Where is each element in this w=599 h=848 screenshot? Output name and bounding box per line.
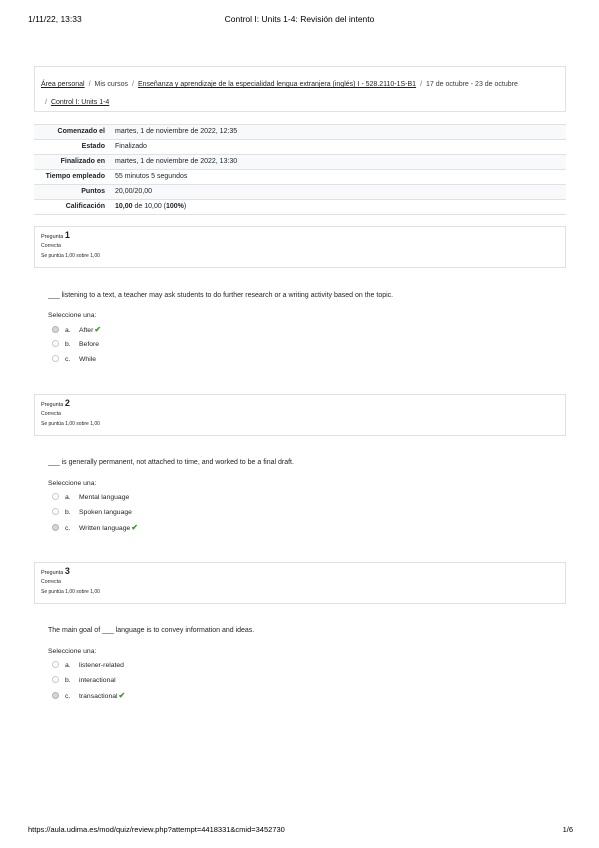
grade-value: 10,00 <box>115 203 133 210</box>
option-text: Before <box>79 341 100 348</box>
check-icon: ✔ <box>118 691 126 700</box>
summary-value: martes, 1 de noviembre de 2022, 12:35 <box>111 125 566 140</box>
answer-option[interactable] <box>52 690 352 702</box>
answer-option[interactable] <box>52 507 352 519</box>
breadcrumb-separator: / <box>88 81 91 88</box>
option-letter: c. <box>65 693 71 700</box>
print-title: Control I: Units 1-4: Revisión del intento <box>224 14 375 24</box>
summary-label: Tiempo empleado <box>45 173 105 180</box>
answer-option[interactable] <box>52 354 352 366</box>
question-text: The main goal of ___ language is to convey information and ideas. <box>48 627 255 634</box>
summary-row-started <box>34 125 566 140</box>
question-number-value: 1 <box>64 230 70 240</box>
radio-icon[interactable] <box>52 355 59 362</box>
option-text: Spoken language <box>79 509 132 516</box>
answer-option[interactable] <box>52 660 352 672</box>
summary-label: Puntos <box>34 185 111 200</box>
page-url: https://aula.udima.es/mod/quiz/review.php?attempt=4418331&cmid=3452730 <box>28 825 285 834</box>
option-letter: a. <box>65 662 71 669</box>
breadcrumb-item-area-personal[interactable]: Área personal <box>41 81 85 88</box>
breadcrumb-separator: / <box>45 99 47 106</box>
grade-mid: de 10,00 ( <box>132 203 166 210</box>
option-text: listener-related <box>79 662 124 669</box>
question-label: Pregunta <box>41 234 64 240</box>
question-text: ___ listening to a text, a teacher may ask students to do further research or a writing activity based on the topic. <box>48 292 394 299</box>
summary-row-time-taken <box>34 170 566 185</box>
summary-value: 20,00/20,00 <box>111 185 566 200</box>
breadcrumb-separator: / <box>132 81 134 88</box>
question-state: Correcta <box>41 579 61 585</box>
answer-option[interactable] <box>52 324 352 336</box>
question-number <box>41 231 559 242</box>
breadcrumb-item-quiz[interactable]: Control I: Units 1-4 <box>50 99 110 106</box>
question-number <box>41 399 559 410</box>
question-label: Pregunta <box>41 570 64 576</box>
question-label: Pregunta <box>41 402 64 408</box>
question-number <box>41 567 559 578</box>
radio-icon[interactable] <box>52 493 59 500</box>
radio-icon[interactable] <box>52 340 59 347</box>
page-number: 1/6 <box>562 825 573 834</box>
option-text: Mental language <box>79 494 130 501</box>
answer-option[interactable] <box>52 339 352 351</box>
answer-prompt: Seleccione una: <box>48 480 97 487</box>
radio-icon[interactable] <box>52 692 59 699</box>
grade-end: ) <box>183 203 187 210</box>
question-state: Correcta <box>41 243 61 249</box>
option-text: While <box>79 356 96 363</box>
summary-row-points <box>34 185 566 200</box>
radio-icon[interactable] <box>52 676 59 683</box>
print-header <box>0 14 599 26</box>
question-text: ___ is generally permanent, not attached to time, and worked to be a final draft. <box>48 459 294 466</box>
print-footer <box>0 825 599 837</box>
option-letter: b. <box>65 341 71 348</box>
check-icon: ✔ <box>94 325 102 334</box>
question-info-3 <box>34 562 566 604</box>
question-info-2 <box>34 394 566 436</box>
answer-prompt: Seleccione una: <box>48 648 97 655</box>
breadcrumb-item-mis-cursos[interactable]: Mis cursos <box>94 81 128 88</box>
radio-icon[interactable] <box>52 661 59 668</box>
grade-percent: 100% <box>166 203 184 210</box>
check-icon: ✔ <box>131 523 138 532</box>
option-text: After <box>79 327 94 334</box>
question-grade: Se puntúa 1,00 sobre 1,00 <box>41 421 100 427</box>
radio-icon[interactable] <box>52 326 59 333</box>
breadcrumb-item-week[interactable]: 17 de octubre - 23 de octubre <box>426 81 518 88</box>
question-grade: Se puntúa 1,00 sobre 1,00 <box>41 589 100 595</box>
option-letter: b. <box>65 677 71 684</box>
radio-icon[interactable] <box>52 508 59 515</box>
option-letter: a. <box>65 327 71 334</box>
option-text: Written language <box>79 525 131 532</box>
breadcrumb <box>34 66 566 112</box>
summary-value: Finalizado <box>115 143 147 150</box>
summary-value <box>111 200 566 215</box>
summary-label: Comenzado el <box>34 125 111 140</box>
summary-row-finished <box>34 155 566 170</box>
answer-option[interactable] <box>52 492 352 504</box>
option-text: interactional <box>79 677 116 684</box>
summary-value: martes, 1 de noviembre de 2022, 13:30 <box>111 155 566 170</box>
print-date: 1/11/22, 13:33 <box>28 14 82 24</box>
answer-option[interactable] <box>52 522 352 534</box>
summary-label: Calificación <box>65 203 105 210</box>
summary-row-grade <box>34 200 566 215</box>
option-text: transactional <box>79 693 118 700</box>
summary-label: Estado <box>81 143 105 150</box>
question-grade: Se puntúa 1,00 sobre 1,00 <box>41 253 100 259</box>
attempt-summary-table <box>34 124 566 215</box>
breadcrumb-separator: / <box>420 81 423 88</box>
summary-row-state <box>34 140 566 155</box>
summary-label: Finalizado en <box>34 155 111 170</box>
option-letter: c. <box>65 525 71 532</box>
question-state: Correcta <box>41 411 61 417</box>
answer-option[interactable] <box>52 675 352 687</box>
radio-icon[interactable] <box>52 524 59 531</box>
option-letter: c. <box>65 356 71 363</box>
summary-value: 55 minutos 5 segundos <box>115 173 188 180</box>
option-letter: a. <box>65 494 71 501</box>
option-letter: b. <box>65 509 71 516</box>
breadcrumb-item-course[interactable]: Enseñanza y aprendizaje de la especialidad lengua extranjera (inglés) I - 528.2110-1S-B1 <box>137 81 417 88</box>
answer-prompt: Seleccione una: <box>48 312 97 319</box>
question-number-value: 2 <box>64 398 70 408</box>
question-info-1 <box>34 226 566 268</box>
question-number-value: 3 <box>64 566 70 576</box>
